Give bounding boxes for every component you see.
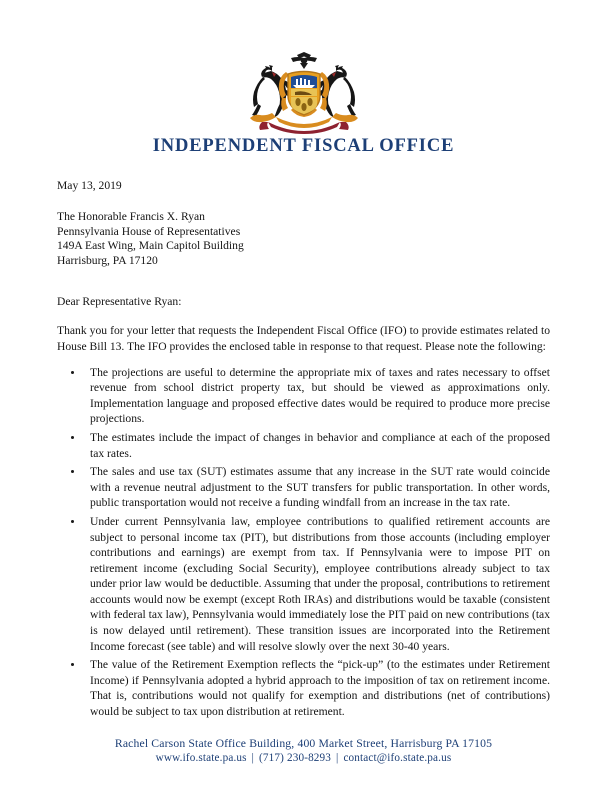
crest-container: [0, 52, 607, 134]
pennsylvania-coat-of-arms-icon: [236, 52, 372, 134]
letter-body: [57, 178, 550, 723]
recipient-address: [57, 210, 550, 268]
letter-date: May 13, 2019: [57, 179, 122, 192]
footer-contact: [0, 751, 607, 766]
bullet-icon: [71, 470, 74, 473]
list-item: [57, 514, 550, 654]
list-item: [57, 365, 550, 427]
footer-address: Rachel Carson State Office Building, 400 Market Street, Harrisburg PA 17105: [114, 737, 493, 750]
recipient-name: The Honorable Francis X. Ryan: [57, 210, 205, 223]
recipient-city: Harrisburg, PA 17120: [57, 253, 158, 267]
bullet-icon: [71, 520, 74, 523]
list-item-text: The estimates include the impact of changes in behavior and compliance at each of the proposed tax rates.: [90, 430, 550, 460]
list-item-text: Under current Pennsylvania law, employee contributions to qualified retirement accounts are subject to personal income tax (PIT), but distributions from those accounts (including employer contributions and earnings) are exempt from tax. If Pennsylvania were to impose PIT on retirement income (excluding Social Security), employee contributions already subject to tax under prior law would be deductible. Assuming that under the proposal, contributions to retirement accounts would now be exempt (except Roth IRAs) and distributions would be taxable (consistent with federal tax law), Pennsylvania would immediately lose the PIT paid on new contributions (tax is now delayed until retirement). These transition issues are incorporated into the Retirement Income forecast (see table) and will resolve slowly over the next 30-40 years.: [90, 514, 550, 653]
list-item-text: The value of the Retirement Exemption reflects the “pick-up” (to the estimates under Retirement Income) if Pennsylvania adopted a hybrid approach to the imposition of tax on retirement income. That is, contributions would not qualify for exemption and distributions (net of contributions) would be subject to tax upon distribution at retirement.: [90, 658, 550, 719]
page-footer: [0, 736, 607, 766]
page-title: INDEPENDENT FISCAL OFFICE: [152, 136, 455, 156]
footer-phone: (717) 230-8293: [259, 752, 332, 764]
notes-list: [57, 365, 550, 720]
list-item-text: The sales and use tax (SUT) estimates assume that any increase in the SUT rate would coincide with a revenue neutral adjustment to the SUT transfers for public transportation. In other words, public transportation would not receive a funding windfall from an increase in the tax rate.: [90, 465, 550, 510]
intro-paragraph: Thank you for your letter that requests the Independent Fiscal Office (IFO) to provide estimates related to House Bill 13. The IFO provides the enclosed table in response to that request. Please note the following:: [57, 324, 550, 353]
footer-website-link[interactable]: www.ifo.state.pa.us: [155, 752, 247, 764]
recipient-org: Pennsylvania House of Representatives: [57, 224, 241, 238]
bullet-icon: [71, 663, 74, 666]
list-item: [57, 430, 550, 461]
bullet-icon: [71, 436, 74, 439]
footer-email-link[interactable]: contact@ifo.state.pa.us: [343, 752, 452, 764]
recipient-street: 149A East Wing, Main Capitol Building: [57, 239, 244, 253]
list-item-text: The projections are useful to determine the appropriate mix of taxes and rates necessary to offset revenue from school district property tax, but should be viewed as approximations only. Implementation language and proposed effective dates would be required to produce more precise projections.: [90, 365, 550, 426]
footer-separator: |: [336, 752, 339, 764]
bullet-icon: [71, 371, 74, 374]
list-item: [57, 464, 550, 511]
footer-separator: |: [251, 752, 255, 764]
list-item: [57, 657, 550, 719]
salutation: Dear Representative Ryan:: [57, 295, 182, 309]
